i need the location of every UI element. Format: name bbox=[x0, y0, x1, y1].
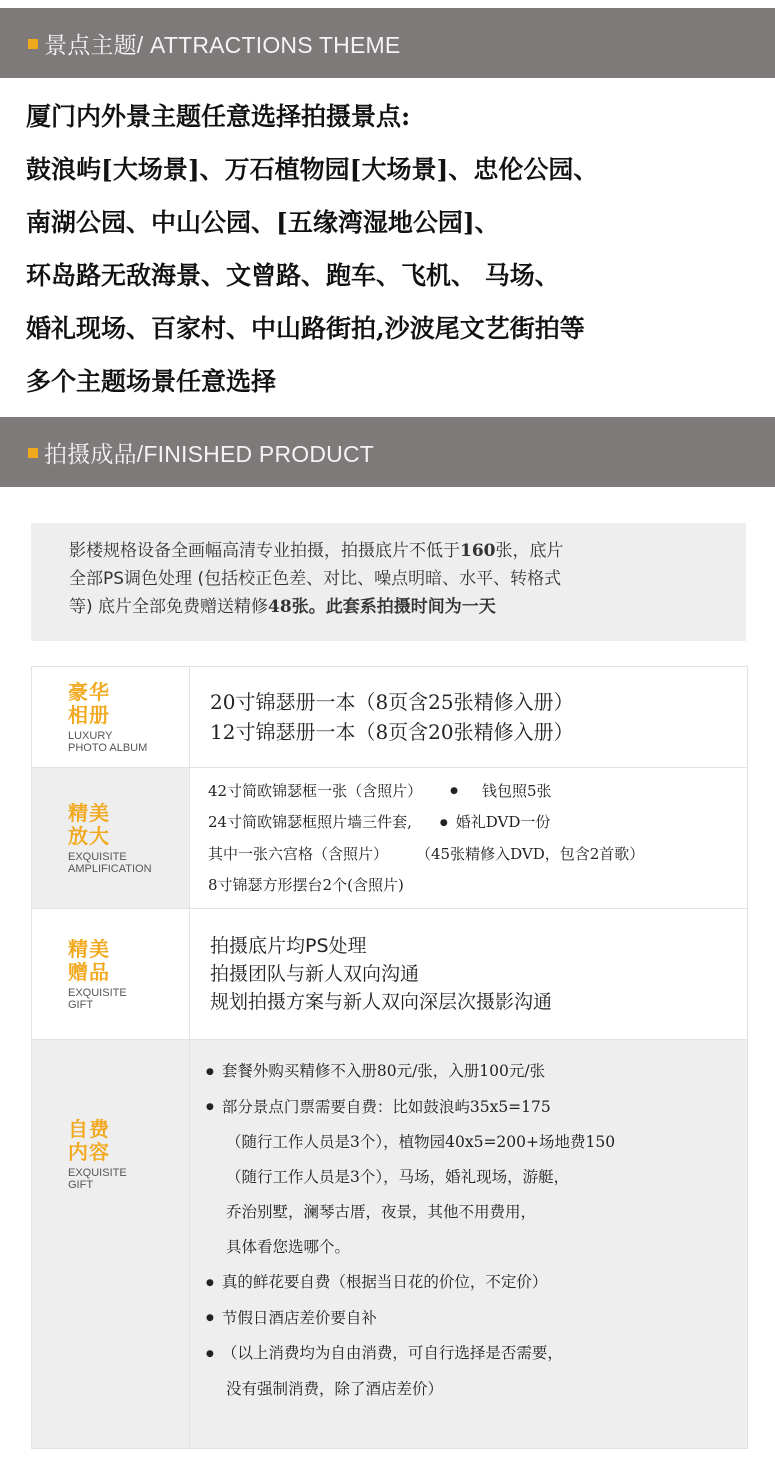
theme-line: 厦门内外景主题任意选择拍摄景点: bbox=[26, 102, 411, 131]
selfpay-items bbox=[190, 1040, 747, 1448]
album-label: 豪华 相册 LUXURY PHOTO ALBUM bbox=[32, 667, 190, 767]
list-item: ● （以上消费均为自由消费，可自行选择是否需要， bbox=[206, 1336, 747, 1372]
square-bullet-icon bbox=[28, 448, 38, 458]
gift-row bbox=[32, 909, 747, 1040]
list-item: （随行工作人员是3个），马场，婚礼现场，游艇， bbox=[226, 1168, 570, 1186]
list-item: ● 真的鲜花要自费（根据当日花的价位，不定价） bbox=[206, 1265, 747, 1301]
list-item: 20寸锦瑟册一本（8页含25张精修入册） bbox=[210, 690, 574, 714]
list-item: 乔治别墅，澜琴古厝，夜景，其他不用费用， bbox=[226, 1203, 537, 1221]
package-table bbox=[31, 666, 748, 1449]
amplification-items bbox=[190, 768, 747, 908]
attractions-title: 景点主题/ ATTRACTIONS THEME bbox=[44, 31, 401, 58]
attractions-header bbox=[0, 8, 775, 78]
list-item: 拍摄底片均PS处理 bbox=[210, 935, 367, 957]
intro-line: 等) 底片全部免费赠送精修48张。此套系拍摄时间为一天 bbox=[69, 597, 496, 617]
intro-line: 全部PS调色处理 (包括校正色差、对比、噪点明暗、水平、转格式 bbox=[69, 569, 562, 589]
theme-line: 婚礼现场、百家村、中山路街拍,沙波尾文艺街拍等 bbox=[26, 314, 585, 343]
attractions-text bbox=[26, 90, 766, 408]
list-item: ● 套餐外购买精修不入册80元/张，入册100元/张 bbox=[206, 1054, 747, 1090]
product-intro bbox=[31, 523, 746, 641]
gift-label: 精美 赠品 EXQUISITE GIFT bbox=[32, 909, 190, 1039]
theme-line: 南湖公园、中山公园、[五缘湾湿地公园]、 bbox=[26, 208, 500, 237]
amplification-row bbox=[32, 768, 747, 909]
list-item: 42寸简欧锦瑟框一张（含照片）● 钱包照5张 bbox=[208, 776, 747, 808]
list-item: 24寸简欧锦瑟框照片墙三件套,● 婚礼DVD一份 bbox=[208, 807, 747, 839]
theme-line: 多个主题场景任意选择 bbox=[26, 367, 277, 396]
list-item: 8寸锦瑟方形摆台2个(含照片) bbox=[208, 875, 404, 894]
selfpay-label: 自费 内容 EXQUISITE GIFT bbox=[32, 1040, 190, 1448]
selfpay-row bbox=[32, 1040, 747, 1449]
intro-line: 影楼规格设备全画幅高清专业拍摄，拍摄底片不低于160张，底片 bbox=[69, 541, 564, 561]
finished-product-title: 拍摄成品/FINISHED PRODUCT bbox=[44, 440, 375, 467]
theme-line: 鼓浪屿[大场景]、万石植物园[大场景]、忠伦公园、 bbox=[26, 155, 599, 184]
theme-line: 环岛路无敌海景、文曾路、跑车、飞机、 马场、 bbox=[26, 261, 560, 290]
list-item: 规划拍摄方案与新人双向深层次摄影沟通 bbox=[210, 991, 553, 1013]
list-item: 其中一张六宫格（含照片） （45张精修入DVD，包含2首歌） bbox=[208, 844, 645, 863]
list-item: 没有强制消费，除了酒店差价） bbox=[226, 1379, 444, 1398]
amplification-label: 精美 放大 EXQUISITE AMPLIFICATION bbox=[32, 768, 190, 908]
finished-product-header bbox=[0, 417, 775, 487]
list-item: 拍摄团队与新人双向沟通 bbox=[210, 963, 420, 985]
album-row bbox=[32, 667, 747, 768]
square-bullet-icon bbox=[28, 39, 38, 49]
album-items bbox=[190, 667, 747, 767]
list-item: 12寸锦瑟册一本（8页含20张精修入册） bbox=[210, 720, 574, 744]
list-item: ● 节假日酒店差价要自补 bbox=[206, 1301, 747, 1337]
list-item: （随行工作人员是3个），植物园40x5=200+场地费150 bbox=[226, 1133, 616, 1151]
list-item: ● 部分景点门票需要自费：比如鼓浪屿35x5=175 bbox=[206, 1090, 747, 1126]
gift-items bbox=[190, 909, 747, 1039]
list-item: 具体看您选哪个。 bbox=[226, 1238, 351, 1256]
